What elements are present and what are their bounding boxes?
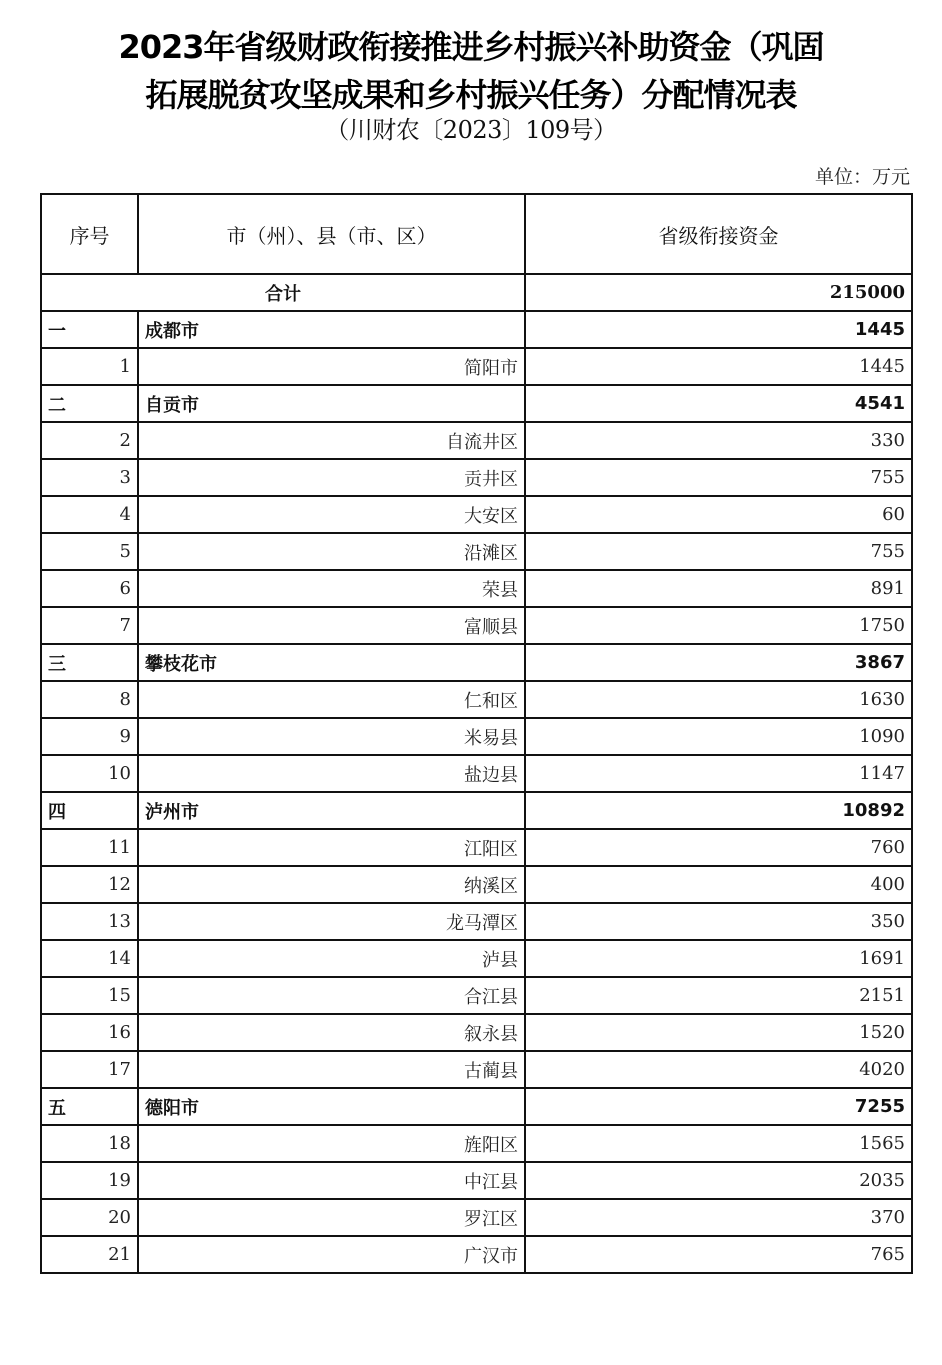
city-index: 四 xyxy=(41,792,138,829)
county-name: 古蔺县 xyxy=(138,1051,525,1088)
table-header-row xyxy=(41,194,912,274)
city-index: 五 xyxy=(41,1088,138,1125)
county-amount: 760 xyxy=(525,829,912,866)
county-row xyxy=(41,422,912,459)
county-row xyxy=(41,755,912,792)
county-number: 8 xyxy=(41,681,138,718)
county-number: 5 xyxy=(41,533,138,570)
county-row xyxy=(41,940,912,977)
county-number: 6 xyxy=(41,570,138,607)
total-row xyxy=(41,274,912,311)
county-name: 泸县 xyxy=(138,940,525,977)
county-amount: 60 xyxy=(525,496,912,533)
county-row xyxy=(41,533,912,570)
county-amount: 765 xyxy=(525,1236,912,1273)
city-row xyxy=(41,385,912,422)
city-row xyxy=(41,311,912,348)
county-row xyxy=(41,681,912,718)
county-amount: 755 xyxy=(525,459,912,496)
county-amount: 1147 xyxy=(525,755,912,792)
county-name: 广汉市 xyxy=(138,1236,525,1273)
county-name: 龙马潭区 xyxy=(138,903,525,940)
county-amount: 4020 xyxy=(525,1051,912,1088)
county-number: 16 xyxy=(41,1014,138,1051)
county-name: 盐边县 xyxy=(138,755,525,792)
county-name: 江阳区 xyxy=(138,829,525,866)
county-amount: 1750 xyxy=(525,607,912,644)
county-name: 罗江区 xyxy=(138,1199,525,1236)
county-number: 2 xyxy=(41,422,138,459)
city-name: 攀枝花市 xyxy=(138,644,525,681)
county-row xyxy=(41,1051,912,1088)
county-row xyxy=(41,903,912,940)
county-number: 17 xyxy=(41,1051,138,1088)
county-row xyxy=(41,1162,912,1199)
county-row xyxy=(41,1199,912,1236)
county-row xyxy=(41,607,912,644)
county-number: 4 xyxy=(41,496,138,533)
county-amount: 330 xyxy=(525,422,912,459)
county-number: 7 xyxy=(41,607,138,644)
county-name: 贡井区 xyxy=(138,459,525,496)
county-number: 11 xyxy=(41,829,138,866)
county-row xyxy=(41,829,912,866)
county-row xyxy=(41,570,912,607)
county-number: 9 xyxy=(41,718,138,755)
county-amount: 891 xyxy=(525,570,912,607)
county-row xyxy=(41,348,912,385)
city-name: 德阳市 xyxy=(138,1088,525,1125)
city-name: 成都市 xyxy=(138,311,525,348)
allocation-table xyxy=(40,193,913,1274)
header-region: 市（州）、县（市、区） xyxy=(138,194,525,274)
county-number: 13 xyxy=(41,903,138,940)
county-row xyxy=(41,718,912,755)
county-number: 20 xyxy=(41,1199,138,1236)
county-name: 纳溪区 xyxy=(138,866,525,903)
county-number: 10 xyxy=(41,755,138,792)
city-amount: 7255 xyxy=(525,1088,912,1125)
county-amount: 400 xyxy=(525,866,912,903)
county-row xyxy=(41,1236,912,1273)
county-name: 自流井区 xyxy=(138,422,525,459)
county-amount: 1565 xyxy=(525,1125,912,1162)
county-name: 沿滩区 xyxy=(138,533,525,570)
city-name: 泸州市 xyxy=(138,792,525,829)
county-number: 3 xyxy=(41,459,138,496)
county-amount: 2151 xyxy=(525,977,912,1014)
county-name: 简阳市 xyxy=(138,348,525,385)
header-index: 序号 xyxy=(41,194,138,274)
county-name: 富顺县 xyxy=(138,607,525,644)
city-index: 三 xyxy=(41,644,138,681)
document-title-line-2: 拓展脱贫攻坚成果和乡村振兴任务）分配情况表 xyxy=(145,76,797,114)
county-number: 19 xyxy=(41,1162,138,1199)
county-row xyxy=(41,977,912,1014)
city-name: 自贡市 xyxy=(138,385,525,422)
county-amount: 1520 xyxy=(525,1014,912,1051)
county-row xyxy=(41,1014,912,1051)
total-label: 合计 xyxy=(41,274,525,311)
county-name: 荣县 xyxy=(138,570,525,607)
header-amount: 省级衔接资金 xyxy=(525,194,912,274)
city-row xyxy=(41,1088,912,1125)
county-amount: 1090 xyxy=(525,718,912,755)
county-name: 中江县 xyxy=(138,1162,525,1199)
county-number: 18 xyxy=(41,1125,138,1162)
county-name: 仁和区 xyxy=(138,681,525,718)
county-number: 14 xyxy=(41,940,138,977)
county-amount: 1445 xyxy=(525,348,912,385)
document-title-line-1: 2023年省级财政衔接推进乡村振兴补助资金（巩固 xyxy=(118,28,824,66)
city-amount: 3867 xyxy=(525,644,912,681)
city-amount: 10892 xyxy=(525,792,912,829)
county-number: 21 xyxy=(41,1236,138,1273)
county-number: 1 xyxy=(41,348,138,385)
county-name: 大安区 xyxy=(138,496,525,533)
county-amount: 1630 xyxy=(525,681,912,718)
county-row xyxy=(41,866,912,903)
county-name: 米易县 xyxy=(138,718,525,755)
county-name: 合江县 xyxy=(138,977,525,1014)
city-index: 二 xyxy=(41,385,138,422)
county-row xyxy=(41,496,912,533)
county-amount: 1691 xyxy=(525,940,912,977)
county-number: 15 xyxy=(41,977,138,1014)
city-row xyxy=(41,792,912,829)
unit-label: 单位：万元 xyxy=(814,166,910,188)
city-amount: 1445 xyxy=(525,311,912,348)
county-name: 叙永县 xyxy=(138,1014,525,1051)
county-amount: 370 xyxy=(525,1199,912,1236)
county-row xyxy=(41,1125,912,1162)
county-row xyxy=(41,459,912,496)
county-amount: 2035 xyxy=(525,1162,912,1199)
city-amount: 4541 xyxy=(525,385,912,422)
county-name: 旌阳区 xyxy=(138,1125,525,1162)
total-amount: 215000 xyxy=(525,274,912,311)
county-number: 12 xyxy=(41,866,138,903)
city-row xyxy=(41,644,912,681)
city-index: 一 xyxy=(41,311,138,348)
document-number: （川财农〔2023〕109号） xyxy=(325,116,617,144)
county-amount: 755 xyxy=(525,533,912,570)
county-amount: 350 xyxy=(525,903,912,940)
